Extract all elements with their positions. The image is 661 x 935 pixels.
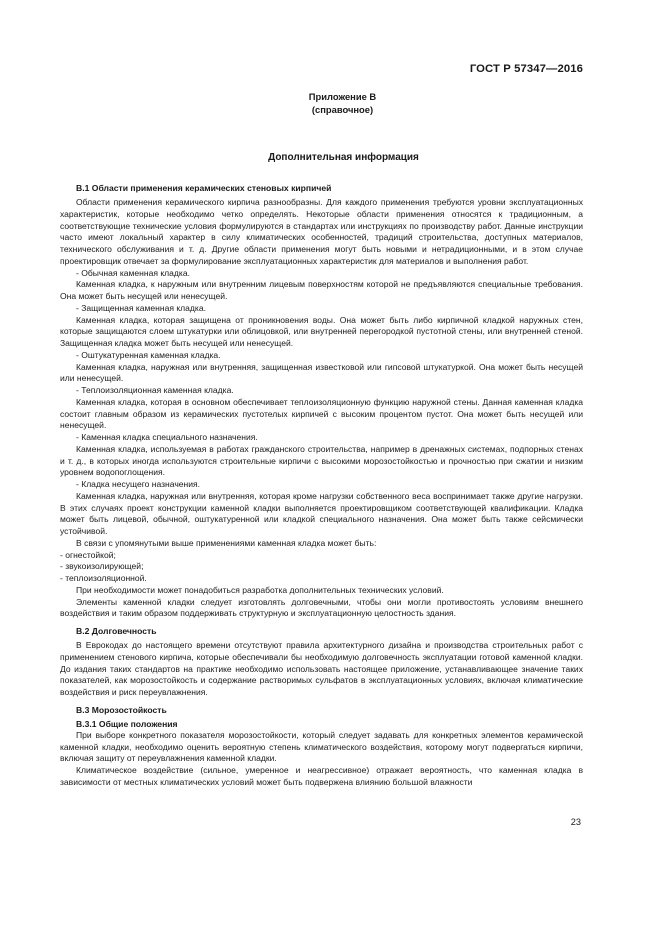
list-item: - Теплоизоляционная каменная кладка. <box>76 385 234 395</box>
list-item: - огнестойкой; <box>60 549 116 560</box>
paragraph: Каменная кладка, наружная или внутренняя, которая кроме нагрузки собственного веса воспринимает также другие нагрузки. В этих случаях проект конструкции каменной кладки выполняется проектировщиком соответствующей квалификации. Кладка может быть лицевой, обычной, оштукатуренной или кладкой специального назначения. Она может быть также сейсмически устойчивой. <box>60 490 583 536</box>
paragraph: Каменная кладка, которая защищена от проникновения воды. Она может быть либо кирпичной кладкой наружных стен, которые защищаются слоем штукатурки или облицовкой, или внутренней перегородкой пустотной стены, или внутренней стеной. Защищенная кладка может быть несущей или ненесущей. <box>60 314 583 348</box>
list-item: - Обычная каменная кладка. <box>76 267 190 278</box>
paragraph: Каменная кладка, используемая в работах гражданского строительства, например в дренажных системах, подпорных стенах и т. д., в которых иногда используются строительные кирпичи с высокими морозостойкостью и прочностью при сжатии и низким уровнем водопоглощения. <box>60 443 583 478</box>
section-heading-b3: В.3 Морозостойкость <box>76 704 167 715</box>
paragraph: Климатическое воздействие (сильное, умеренное и неагрессивное) отражает вероятность, что каменная кладка в зависимости от местных климатических условий может быть подвержена влиянию большой влажности <box>60 765 583 787</box>
section-heading-b2: В.2 Долговечность <box>76 626 157 636</box>
list-item: - Оштукатуренная каменная кладка. <box>76 349 221 360</box>
paragraph: Каменная кладка, к наружным или внутренним лицевым поверхностям которой не предъявляются специальные требования. Она может быть несущей или ненесущей. <box>60 279 583 301</box>
list-item: - Каменная кладка специального назначения. <box>76 432 258 442</box>
paragraph: Каменная кладка, наружная или внутренняя, защищенная известковой или гипсовой штукатуркой. Она может быть несущей или ненесущей. <box>60 361 583 384</box>
appendix-subtitle: (справочное) <box>311 104 374 115</box>
list-item: - теплоизоляционной. <box>60 573 147 583</box>
section-heading-b31: В.3.1 Общие положения <box>76 718 178 729</box>
paragraph: Области применения керамического кирпича разнообразны. Для каждого применения требуются уровни эксплуатационных характеристик, которые необходимо четко определять. Некоторые области применения относятся к традиционным, а соответствующие технические условия формулируются в стандартах или инструкциях по производству работ. Данные инструкции часто имеют локальный характер в силу климатических особенностей, традиций строительства, доступных материалов, технического обслуживания и т. д. Другие области применения могут быть новыми и нетрадиционными, и в этом случае проектировщик отвечает за формулирование эксплуатационных характеристик для материалов и выполнения работ. <box>60 197 583 266</box>
list-item: - Защищенная каменная кладка. <box>76 302 206 313</box>
paragraph: В связи с упомянутыми выше применениями каменная кладка может быть: <box>76 537 377 548</box>
paragraph: В Еврокодах до настоящего времени отсутствуют правила архитектурного дизайна и производства строительных работ с применением стенового кирпича, которые обеспечивали бы необходимую долговечность эксплуатации готовой каменной кладки. До издания таких стандартов на практике необходимо использовать настоящее приложение, устанавливающее значение таких показателей, как морозостойкость и содержание растворимых сульфатов в эксплуатационных условиях, включая климатические воздействия и риск переувлажнения. <box>60 640 583 697</box>
list-item: - Кладка несущего назначения. <box>76 479 201 489</box>
list-item: - звукоизолирующей; <box>60 561 144 572</box>
paragraph: Каменная кладка, которая в основном обеспечивает теплоизоляционную функцию наружной стены. Данная каменная кладка состоит главным образом из керамических пустотелых кирпичей с высоким процентом пустот. Она может быть несущей или ненесущей. <box>60 396 583 431</box>
document-body <box>60 182 583 789</box>
appendix-title: Приложение В <box>308 91 377 102</box>
section-heading-b1: В.1 Области применения керамических стеновых кирпичей <box>76 183 332 193</box>
paragraph: При необходимости может понадобиться разработка дополнительных технических условий. <box>76 584 444 595</box>
paragraph: При выборе конкретного показателя морозостойкости, который следует задавать для конкретных элементов керамической каменной кладки, необходимо оценить вероятную степень климатического воздействия, которому могут подвергаться кирпичи, включая защиту от переувлажнения каменной кладки. <box>60 729 583 764</box>
main-title: Дополнительная информация <box>268 152 419 163</box>
appendix-heading <box>0 90 661 116</box>
paragraph: Элементы каменной кладки следует изготовлять долговечными, чтобы они могли противостоять условиям внешнего воздействия и таким образом поддерживать структурную и эксплуатационную целостность здания. <box>60 596 583 619</box>
standard-header: ГОСТ Р 57347—2016 <box>469 63 583 75</box>
page-number: 23 <box>570 817 581 827</box>
